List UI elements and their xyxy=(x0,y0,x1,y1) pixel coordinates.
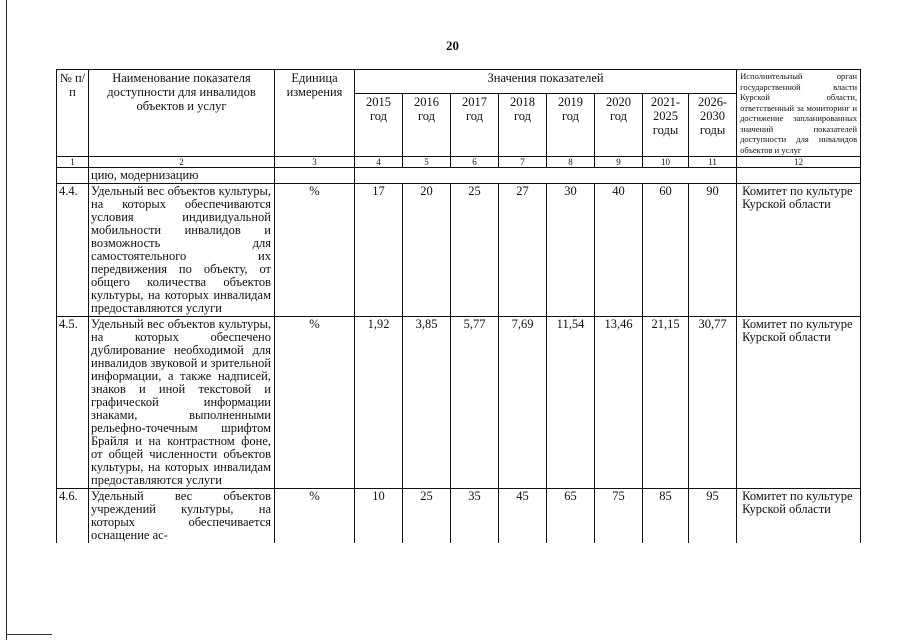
row-value: 13,46 xyxy=(595,317,643,489)
row-num: 4.5. xyxy=(57,317,89,489)
row-value: 90 xyxy=(689,184,737,317)
row-value: 20 xyxy=(403,184,451,317)
row-unit: % xyxy=(275,317,355,489)
row-value: 3,85 xyxy=(403,317,451,489)
column-number: 11 xyxy=(689,157,737,168)
column-number: 8 xyxy=(547,157,595,168)
row-name: Удельный вес объектов культуры, на которых обеспечено дублирование необходимой для инвалидов звуковой и зрительной информации, а также надписей, знаков и иной текстовой и графической информации знаками, выполненными рельефно-точечным шрифтом Брайля и на контрастном фоне, от общей численности объектов культуры, на которых инвалидам предоставляются услуги xyxy=(89,317,275,489)
header-year: 2026-2030 годы xyxy=(689,93,737,156)
row-value: 1,92 xyxy=(355,317,403,489)
column-number: 3 xyxy=(275,157,355,168)
row-value: 17 xyxy=(355,184,403,317)
column-number: 2 xyxy=(89,157,275,168)
page-left-edge xyxy=(6,0,7,640)
column-number: 9 xyxy=(595,157,643,168)
row-value: 45 xyxy=(499,489,547,544)
row-value: 60 xyxy=(643,184,689,317)
row-value: 95 xyxy=(689,489,737,544)
row-name: Удельный вес объектов культуры, на которых обеспечиваются условия индивидуальной мобильности инвалидов и возможность для самостоятельного их передвижения по объекту, от общего количества объектов культуры, на которых инвалидам предоставляются услуги xyxy=(89,184,275,317)
row-value: 30 xyxy=(547,184,595,317)
continuation-row xyxy=(57,168,861,184)
table-row xyxy=(57,489,861,544)
page-number: 20 xyxy=(446,38,459,53)
header-num: № п/п xyxy=(57,70,89,157)
row-value: 85 xyxy=(643,489,689,544)
row-value: 21,15 xyxy=(643,317,689,489)
row-value: 25 xyxy=(451,184,499,317)
row-value: 35 xyxy=(451,489,499,544)
column-number: 10 xyxy=(643,157,689,168)
column-numbers-row xyxy=(57,157,861,168)
header-name: Наименование показателя доступности для инвалидов объектов и услуг xyxy=(89,70,275,157)
table-row xyxy=(57,184,861,317)
row-value: 11,54 xyxy=(547,317,595,489)
column-number: 7 xyxy=(499,157,547,168)
header-year: 2017 год xyxy=(451,93,499,156)
row-value: 7,69 xyxy=(499,317,547,489)
row-value: 40 xyxy=(595,184,643,317)
header-unit: Единица измерения xyxy=(275,70,355,157)
header-year: 2020 год xyxy=(595,93,643,156)
column-number: 12 xyxy=(737,157,861,168)
header-year: 2021-2025 годы xyxy=(643,93,689,156)
row-unit: % xyxy=(275,489,355,544)
row-value: 65 xyxy=(547,489,595,544)
row-executor: Комитет по культуре Курской области xyxy=(737,184,861,317)
row-value: 5,77 xyxy=(451,317,499,489)
header-year: 2015 год xyxy=(355,93,403,156)
row-value: 10 xyxy=(355,489,403,544)
table-row xyxy=(57,317,861,489)
column-number: 5 xyxy=(403,157,451,168)
continuation-text: цию, модернизацию xyxy=(89,168,275,184)
column-number: 1 xyxy=(57,157,89,168)
row-name: Удельный вес объектов учреждений культуры, на которых обеспечивается оснащение ас- xyxy=(89,489,275,544)
row-value: 27 xyxy=(499,184,547,317)
header-year: 2018 год xyxy=(499,93,547,156)
row-num: 4.6. xyxy=(57,489,89,544)
column-number: 4 xyxy=(355,157,403,168)
column-number: 6 xyxy=(451,157,499,168)
row-num: 4.4. xyxy=(57,184,89,317)
row-value: 30,77 xyxy=(689,317,737,489)
header-row-top xyxy=(57,70,861,94)
header-year: 2016 год xyxy=(403,93,451,156)
row-value: 25 xyxy=(403,489,451,544)
indicators-table xyxy=(56,69,861,543)
header-executor: Исполнительный орган государственной власти Курской области, ответственный за мониторинг и достижение запланированных значений показателей доступности для инвалидов объектов и услуг xyxy=(737,70,861,157)
row-value: 75 xyxy=(595,489,643,544)
row-executor: Комитет по культуре Курской области xyxy=(737,489,861,544)
header-year: 2019 год xyxy=(547,93,595,156)
row-unit: % xyxy=(275,184,355,317)
row-executor: Комитет по культуре Курской области xyxy=(737,317,861,489)
header-values-group: Значения показателей xyxy=(355,70,737,94)
footer-rule xyxy=(6,634,52,635)
